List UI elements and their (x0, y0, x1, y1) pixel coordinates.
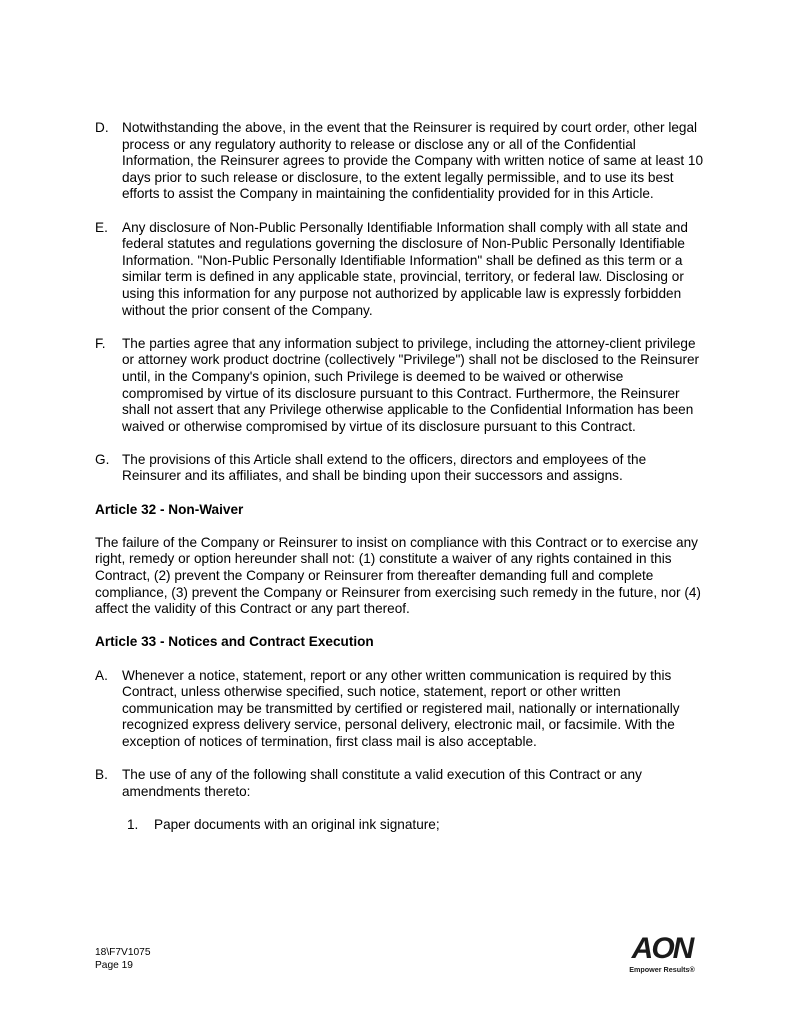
clause-letter: E. (95, 219, 108, 235)
clause-letter: G. (95, 451, 110, 467)
subclause-text: Paper documents with an original ink signature; (154, 816, 440, 832)
clause-text: The parties agree that any information subject to privilege, including the attorney-client privilege or attorney work product doctrine (collectively "Privilege") shall not be disclosed to the Reinsurer until, in the Company's opinion, such Privilege is deemed to be waived or otherwise compromised by virtue of its disclosure pursuant to this Contract. Furthermore, the Reinsurer shall not assert that any Privilege otherwise applicable to the Confidential Information has been waived or otherwise compromised by virtue of its disclosure pursuant to this Contract. (122, 335, 700, 434)
document-id: 18\F7V1075 (95, 947, 151, 958)
document-body (95, 120, 707, 834)
clause-text: Whenever a notice, statement, report or any other written communication is required by this Contract, unless otherwise specified, such notice, statement, report or other written communication may be transmitted by certified or registered mail, nationally or internationally recognized express delivery service, personal delivery, electronic mail, or facsimile. With the exception of notices of termination, first class mail is also acceptable. (122, 667, 680, 749)
aon-logo (624, 930, 700, 976)
logo-tagline: Empower Results® (629, 965, 695, 974)
clause-letter: D. (95, 120, 109, 135)
article-32-heading: Article 32 - Non-Waiver (95, 501, 244, 517)
clause-f (95, 336, 707, 436)
subclause-1 (95, 817, 707, 834)
clause-b (95, 767, 707, 800)
aon-logo-graphic (624, 930, 700, 976)
logo-wordmark: AON (631, 932, 693, 965)
subclause-number: 1. (127, 816, 139, 832)
clause-e (95, 220, 707, 320)
article-32-text: The failure of the Company or Reinsurer to insist on compliance with this Contract or to exercise any right, remedy or option hereunder shall not: (1) constitute a waiver of any rights contained in this Contract, (2) prevent the Company or Reinsurer from thereafter demanding full and complete compliance, (3) prevent the Company or Reinsurer from exercising such remedy in the future, nor (4) affect the validity of this Contract or any part thereof. (95, 534, 701, 617)
clause-text: The use of any of the following shall constitute a valid execution of this Contract or any amendments thereto: (122, 767, 642, 799)
page-footer (95, 947, 151, 972)
page-number: Page 19 (95, 959, 133, 971)
clause-text: The provisions of this Article shall extend to the officers, directors and employees of the Reinsurer and its affiliates, and shall be binding upon their successors and assigns. (122, 451, 647, 484)
clause-letter: A. (95, 667, 108, 683)
clause-d (95, 120, 707, 203)
article-33-heading: Article 33 - Notices and Contract Execution (95, 634, 374, 650)
clause-a (95, 668, 707, 751)
clause-letter: B. (95, 767, 108, 783)
clause-text: Any disclosure of Non-Public Personally Identifiable Information shall comply with all state and federal statutes and regulations governing the disclosure of Non-Public Personally Identifiable Information. "Non-Public Personally Identifiable Information" shall be defined as this term or a similar term is defined in any applicable state, provincial, territory, or federal law. Disclosing or using this information for any purpose not authorized by applicable law is expressly forbidden without the prior consent of the Company. (122, 219, 688, 318)
clause-g (95, 452, 707, 485)
clause-letter: F. (95, 335, 106, 351)
clause-text: Notwithstanding the above, in the event that the Reinsurer is required by court order, other legal process or any regulatory authority to release or disclose any or all of the Confidential Information, the Reinsurer agrees to provide the Company with written notice of same at least 10 days prior to such release or disclosure, to the extent legally permissible, and to use its best efforts to assist the Company in maintaining the confidentiality provided for in this Article. (122, 120, 704, 202)
